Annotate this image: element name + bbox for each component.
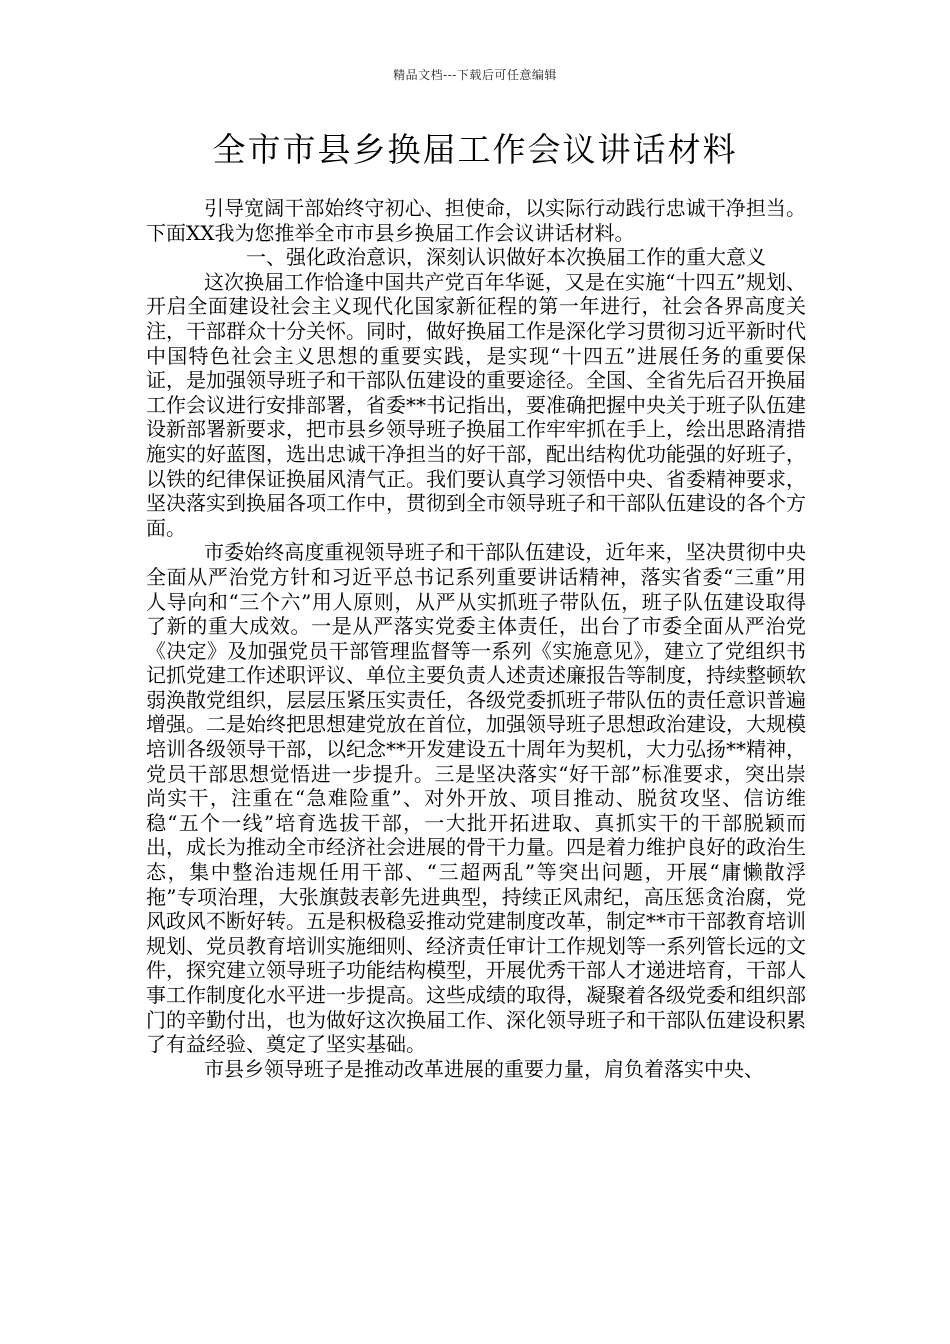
intro-paragraph: 引导宽阔干部始终守初心、担使命，以实际行动践行忠诚干净担当。下面XX我为您推举全市市县乡换届工作会议讲话材料。 [146, 196, 806, 245]
section-heading-1: 一、强化政治意识，深刻认识做好本次换届工作的重大意义 [246, 245, 766, 270]
body-paragraph-2: 市委始终高度重视领导班子和干部队伍建设，近年来，坚决贯彻中央全面从严治党方针和习近平总书记系列重要讲话精神，落实省委“三重”用人导向和“三个六”用人原则，从严从实抓班子带队伍，班子队伍建设取得了新的重大成效。一是从严落实党委主体责任，出台了市委全面从严治党《决定》及加强党员干部管理监督等一系列《实施意见》，建立了党组织书记抓党建工作述职评议、单位主要负责人述责述廉报告等制度，持续整顿软弱涣散党组织，层层压紧压实责任，各级党委抓班子带队伍的责任意识普遍增强。二是始终把思想建党放在首位，加强领导班子思想政治建设，大规模培训各级领导干部，以纪念**开发建设五十周年为契机，大力弘扬**精神，党员干部思想觉悟进一步提升。三是坚决落实“好干部”标准要求，突出崇尚实干，注重在“急难险重”、对外开放、项目推动、脱贫攻坚、信访维稳“五个一线”培育选拔干部，一大批开拓进取、真抓实干的干部脱颖而出，成长为推动全市经济社会进展的骨干力量。四是着力维护良好的政治生态，集中整治违规任用干部、“三超两乱”等突出问题，开展“庸懒散浮拖”专项治理，大张旗鼓表彰先进典型，持续正风肃纪，高压惩贪治腐，党风政风不断好转。五是积极稳妥推动党建制度改革，制定**市干部教育培训规划、党员教育培训实施细则、经济责任审计工作规划等一系列管长远的文件，探究建立领导班子功能结构模型，开展优秀干部人才递进培育，干部人事工作制度化水平进一步提高。这些成绩的取得，凝聚着各级党委和组织部门的辛勤付出，也为做好这次换届工作、深化领导班子和干部队伍建设积累了有益经验、奠定了坚实基础。 [146, 540, 806, 1057]
body-paragraph-1: 这次换届工作恰逢中国共产党百年华诞，又是在实施“十四五”规划、开启全面建设社会主义现代化国家新征程的第一年进行，社会各界高度关注，干部群众十分关怀。同时，做好换届工作是深化学习贯彻习近平新时代中国特色社会主义思想的重要实践，是实现“十四五”进展任务的重要保证，是加强领导班子和干部队伍建设的重要途径。全国、全省先后召开换届工作会议进行安排部署，省委**书记指出，要准确把握中央关于班子队伍建设新部署新要求，把市县乡领导班子换届工作牢牢抓在手上，绘出思路清措施实的好蓝图，选出忠诚干净担当的好干部，配出结构优功能强的好班子，以铁的纪律保证换届风清气正。我们要认真学习领悟中央、省委精神要求，坚决落实到换届各项工作中，贯彻到全市领导班子和干部队伍建设的各个方面。 [146, 269, 806, 540]
body-paragraph-3: 市县乡领导班子是推动改革进展的重要力量，肩负着落实中央、 [204, 1056, 764, 1081]
header-note: 精品文档---下载后可任意编辑 [393, 68, 557, 82]
document-title: 全市市县乡换届工作会议讲话材料 [212, 130, 738, 169]
document-body [146, 196, 806, 1081]
